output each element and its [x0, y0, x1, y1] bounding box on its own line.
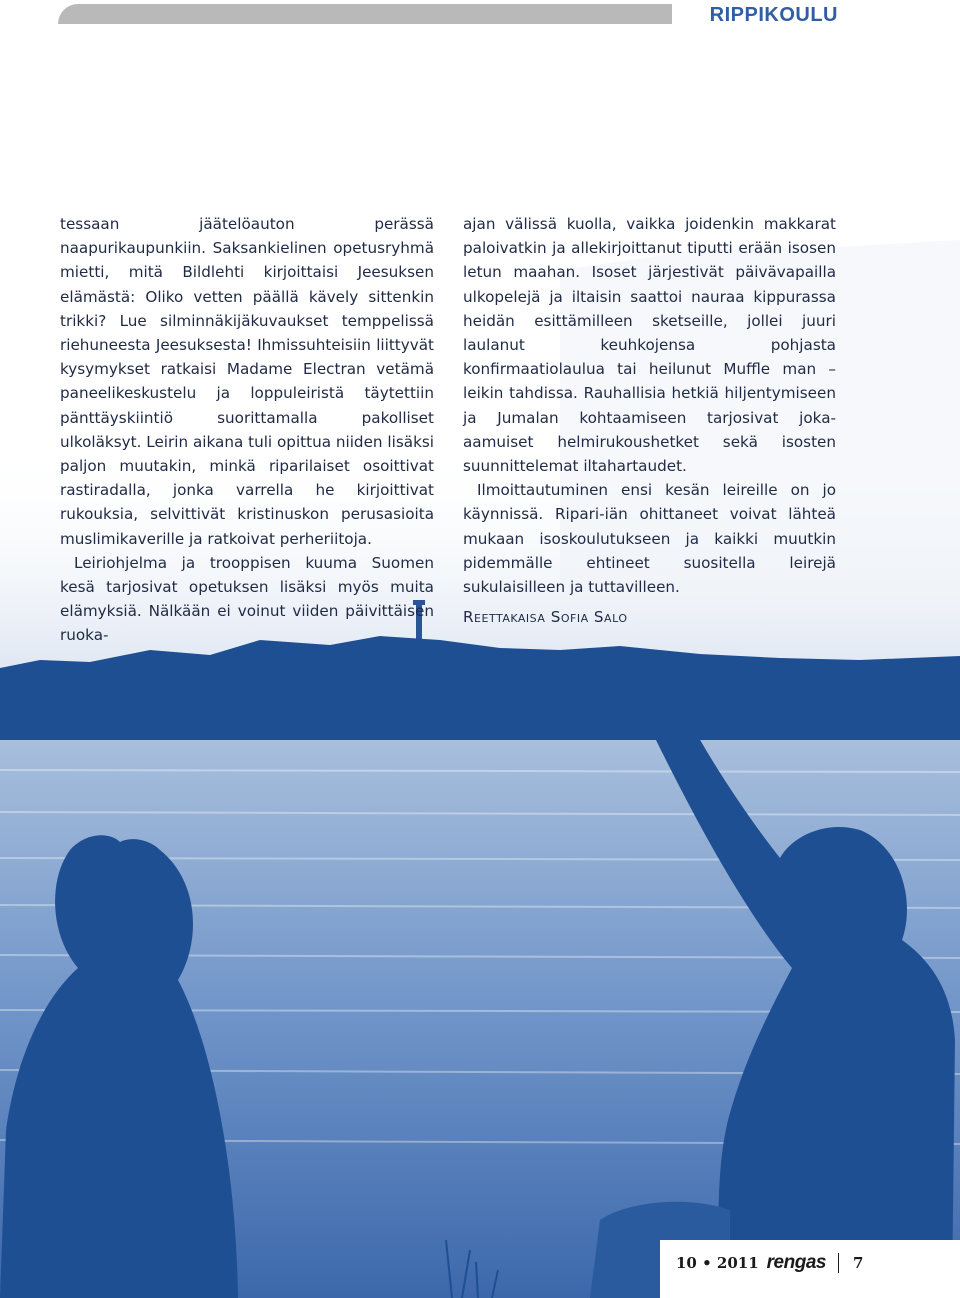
- section-label: RIPPIKOULU: [709, 4, 838, 26]
- article-left-column: [60, 212, 434, 648]
- page-number: 7: [852, 1254, 864, 1272]
- issue-number: 10 • 2011: [676, 1254, 759, 1272]
- page-footer: [676, 1252, 863, 1274]
- footer-divider: [838, 1253, 839, 1273]
- paragraph: Ilmoittautuminen ensi kesän leireille on jo käynnissä. Ripari-iän ohittaneet voivat lähteä mukaan isoskoulutukseen ja kaikki muutkin pidemmälle ehtineet suositella leirejä sukulaisilleen ja tuttavilleen.: [463, 481, 836, 597]
- paragraph: Leiriohjelma ja trooppisen kuuma Suomen kesä tarjosivat opetuksen lisäksi myös muita elämyksiä. Nälkään ei voinut viiden päivittäisen ruoka-: [60, 553, 434, 645]
- paragraph: ajan välissä kuolla, vaikka joidenkin makkarat paloivatkin ja allekirjoittanut tiputti erään isosen letun maahan. Isoset järjestivät päivävapailla ulkopelejä ja iltaisin saattoi nauraa kippurassa heidän esittämilleen sketseille, jollei juuri laulanut keuhkojensa pohjasta konfirmaatiolaulua tai heilunut Muffle man –leikin tahdissa. Rauhallisia hetkiä hiljentymiseen ja Jumalan kohtaamiseen tarjosivat joka-aamuiset helmirukoushetket sekä isosten suunnittelemat iltahartaudet.: [463, 215, 836, 476]
- author-byline: Reettakaisa Sofia Salo: [463, 608, 628, 627]
- paragraph: tessaan jäätelöauton perässä naapurikaupunkiin. Saksankielinen opetusryhmä mietti, mitä Bildlehti kirjoittaisi Jeesuksen elämästä: Oliko vetten päällä kävely sittenkin trikki? Lue silminnäkijäkuvaukset temppelissä riehuneesta Jeesuksesta! Ihmissuhteisiin liittyvät kysymykset ratkaisi Madame Electran vetämä paneelikeskustelu ja loppuleiristä täytettiin pänttäyskiintiö suorittamalla pakolliset ulkoläksyt. Leirin aikana tuli opittua niiden lisäksi paljon muutakin, minkä riparilaiset osoittivat rastiradalla, jonka varrella he kirjoittivat rukouksia, selvittivät kristinuskon perusasioita muslimikaverille ja ratkoivat perheriitoja.: [60, 215, 434, 548]
- article-right-column: [463, 212, 836, 629]
- magazine-logo: rengas: [766, 1252, 826, 1273]
